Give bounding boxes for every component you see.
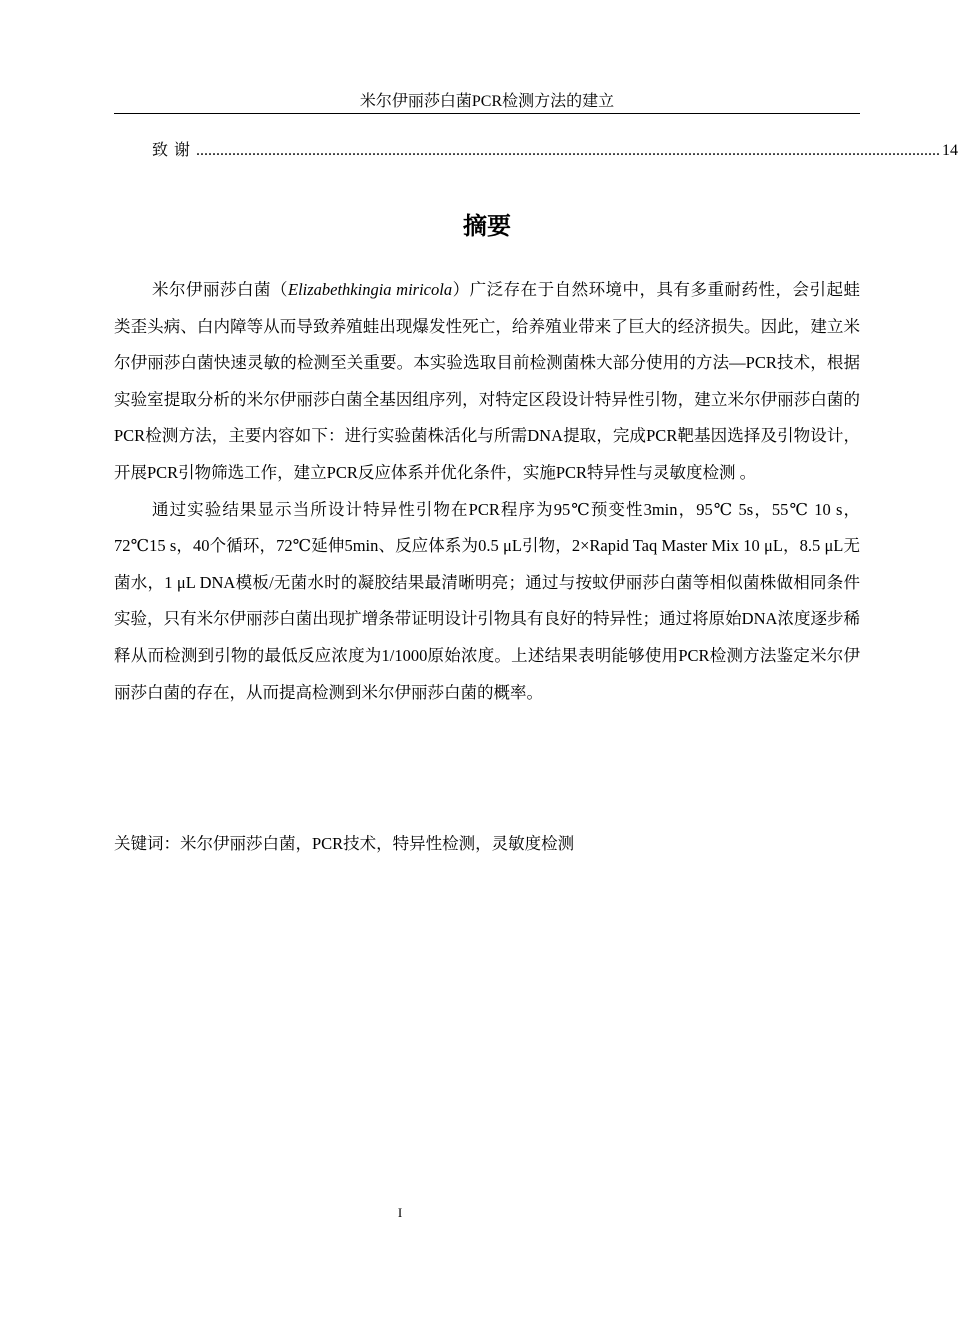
toc-entry-page-number: 14 [942, 142, 958, 159]
abstract-paragraph-2: 通过实验结果显示当所设计特异性引物在PCR程序为95℃预变性3min，95℃ 5s，55℃ 10 s，72℃15 s，40个循环，72℃延伸5min、反应体系为0.5 μL引物，2×Rapid Taq Master Mix 10 μL，8.5 μL无菌水，1 μL DNA模板/无菌水时的凝胶结果最清晰明亮；通过与按蚊伊丽莎白菌等相似菌株做相同条件实验，只有米尔伊丽莎白菌出现扩增条带证明设计引物具有良好的特异性；通过将原始DNA浓度逐步稀释从而检测到引物的最低反应浓度为1/1000原始浓度。上述结果表明能够使用PCR检测方法鉴定米尔伊丽莎白菌的存在，从而提高检测到米尔伊丽莎白菌的概率。 [114, 499, 860, 702]
abstract-title: 摘要 [463, 212, 511, 240]
abstract-p1-lead: 米尔伊丽莎白菌（ [152, 280, 288, 299]
page-number: I [397, 1205, 403, 1220]
toc-entry-label: 致谢 [152, 142, 197, 159]
keywords-line: 关键词：米尔伊丽莎白菌，PCR技术，特异性检测，灵敏度检测 [114, 834, 575, 853]
abstract-paragraph-1 [114, 272, 860, 492]
toc-leader-dots: .......................................................................................................................................................................................... [196, 142, 941, 159]
running-title: 米尔伊丽莎白菌PCR检测方法的建立 [359, 93, 615, 110]
species-name-italic: Elizabethkingia miricola [287, 280, 453, 299]
toc-entry-acknowledgements[interactable] [152, 140, 958, 162]
abstract-p1-rest: ）广泛存在于自然环境中，具有多重耐药性，会引起蛙类歪头病、白内障等从而导致养殖蛙出现爆发性死亡，给养殖业带来了巨大的经济损失。因此，建立米尔伊丽莎白菌快速灵敏的检测至关重要。本实验选取目前检测菌株大部分使用的方法—PCR技术，根据实验室提取分析的米尔伊丽莎白菌全基因组序列，对特定区段设计特异性引物，建立米尔伊丽莎白菌的PCR检测方法，主要内容如下：进行实验菌株活化与所需DNA提取，完成PCR靶基因选择及引物设计，开展PCR引物筛选工作，建立PCR反应体系并优化条件，实施PCR特异性与灵敏度检测 。 [114, 280, 861, 482]
abstract-body [114, 272, 860, 711]
running-header [114, 92, 860, 114]
